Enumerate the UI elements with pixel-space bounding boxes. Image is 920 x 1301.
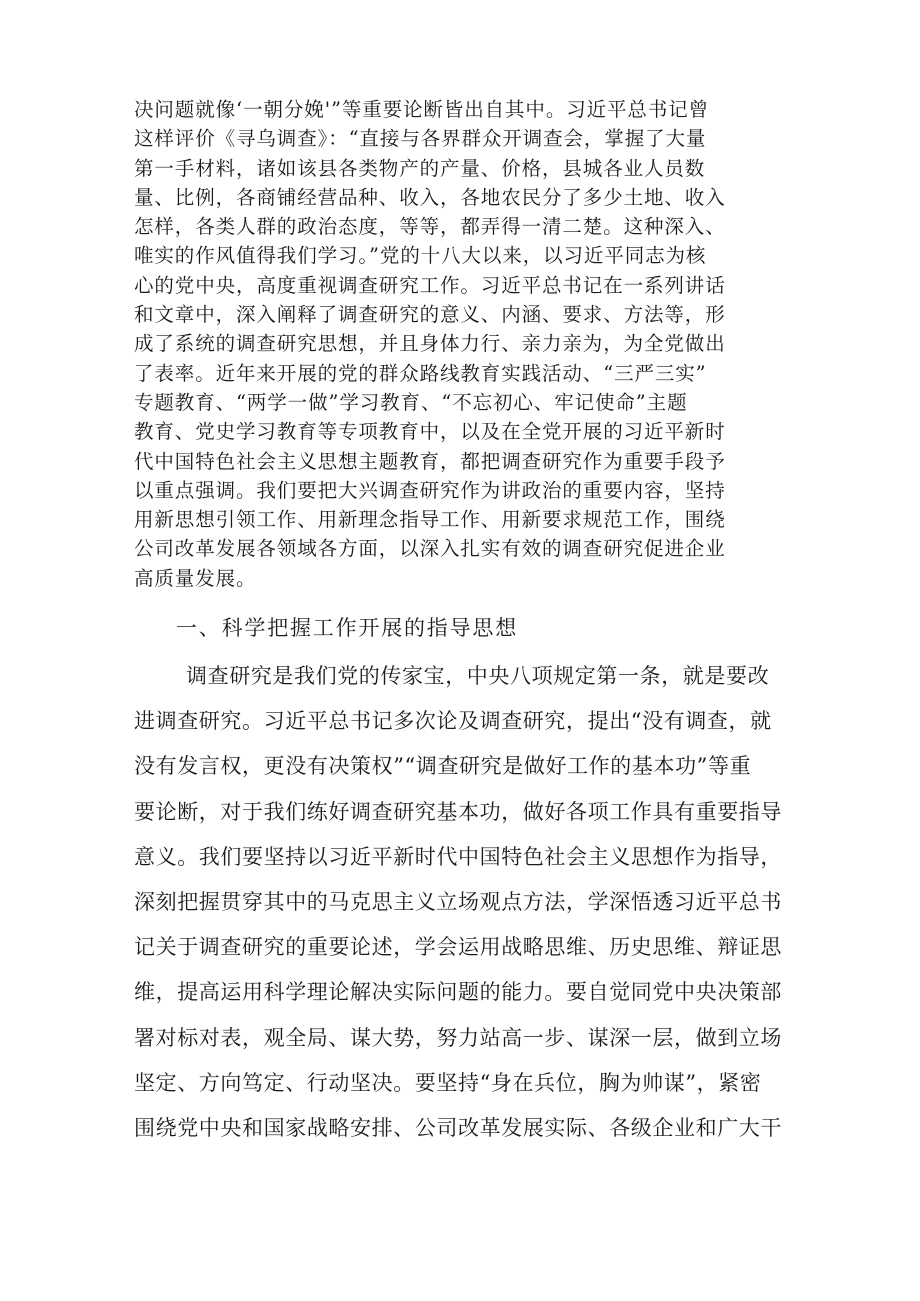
text-line: 和文章中，深入阐释了调查研究的意义、内涵、要求、方法等，形 [134,303,726,327]
paragraph-bottom [134,654,794,1151]
section-heading: 一、科学把握工作开展的指导思想 [176,616,518,640]
text-line: 坚定、方向笃定、行动坚决。要坚持“身在兵位，胸为帅谋”，紧密 [134,1070,762,1095]
text-line: 教育、党史学习教育等专项教育中，以及在全党开展的习近平新时 [134,420,726,444]
text-line: 高质量发展。 [134,566,257,590]
text-line: 了表率。近年来开展的党的群众路线教育实践活动、“三严三实” [134,361,707,385]
text-line: 记关于调查研究的重要论述，学会运用战略思维、历史思维、辩证思 [134,935,782,960]
text-line: 调查研究是我们党的传家宝，中央八项规定第一条，就是要改 [186,664,770,688]
text-line: 用新思想引领工作、用新理念指导工作、用新要求规范工作，围绕 [134,508,726,532]
text-line: 围绕党中央和国家战略安排、公司改革发展实际、各级企业和广大干 [134,1115,782,1140]
text-line: 维，提高运用科学理论解决实际问题的能力。要自觉同党中央决策部 [134,980,782,1005]
text-line: 公司改革发展各领域各方面，以深入扎实有效的调查研究促进企业 [134,537,726,561]
text-line: 专题教育、“两学一做”学习教育、“不忘初心、牢记使命”主题 [134,390,688,414]
text-line: 这样评价《寻乌调查》：“直接与各界群众开调查会，掌握了大量 [134,127,707,151]
text-line: 怎样，各类人群的政治态度，等等，都弄得一清二楚。这种深入、 [134,215,726,239]
text-line: 唯实的作风值得我们学习。”党的十八大以来，以习近平同志为核 [134,244,707,268]
text-line: 深刻把握贯穿其中的马克思主义立场观点方法，学深悟透习近平总书 [134,889,782,914]
text-line: 成了系统的调查研究思想，并且身体力行、亲力亲为，为全党做出 [134,332,726,356]
text-line: 没有发言权，更没有决策权”“调查研究是做好工作的基本功”等重 [134,754,752,779]
text-line: 决问题就像‘一朝分娩'”等重要论断皆出自其中。习近平总书记曾 [134,98,710,121]
text-line: 第一手材料，诸如该县各类物产的产量、价格，县城各业人员数 [134,156,706,180]
text-line: 心的党中央，高度重视调查研究工作。习近平总书记在一系列讲话 [134,273,726,297]
text-line: 量、比例，各商铺经营品种、收入，各地农民分了多少土地、收入 [134,185,726,209]
text-line: 代中国特色社会主义思想主题教育，都把调查研究作为重要手段予 [134,449,726,473]
paragraph-top [134,95,784,593]
text-line: 以重点强调。我们要把大兴调查研究作为讲政治的重要内容，坚持 [134,478,726,502]
text-line: 署对标对表，观全局、谋大势，努力站高一步、谋深一层，做到立场 [134,1025,782,1050]
text-line: 进调查研究。习近平总书记多次论及调查研究，提出“没有调查，就 [134,709,772,734]
text-line: 意义。我们要坚持以习近平新时代中国特色社会主义思想作为指导， [134,844,782,869]
text-line: 要论断，对于我们练好调查研究基本功，做好各项工作具有重要指导 [134,799,782,824]
